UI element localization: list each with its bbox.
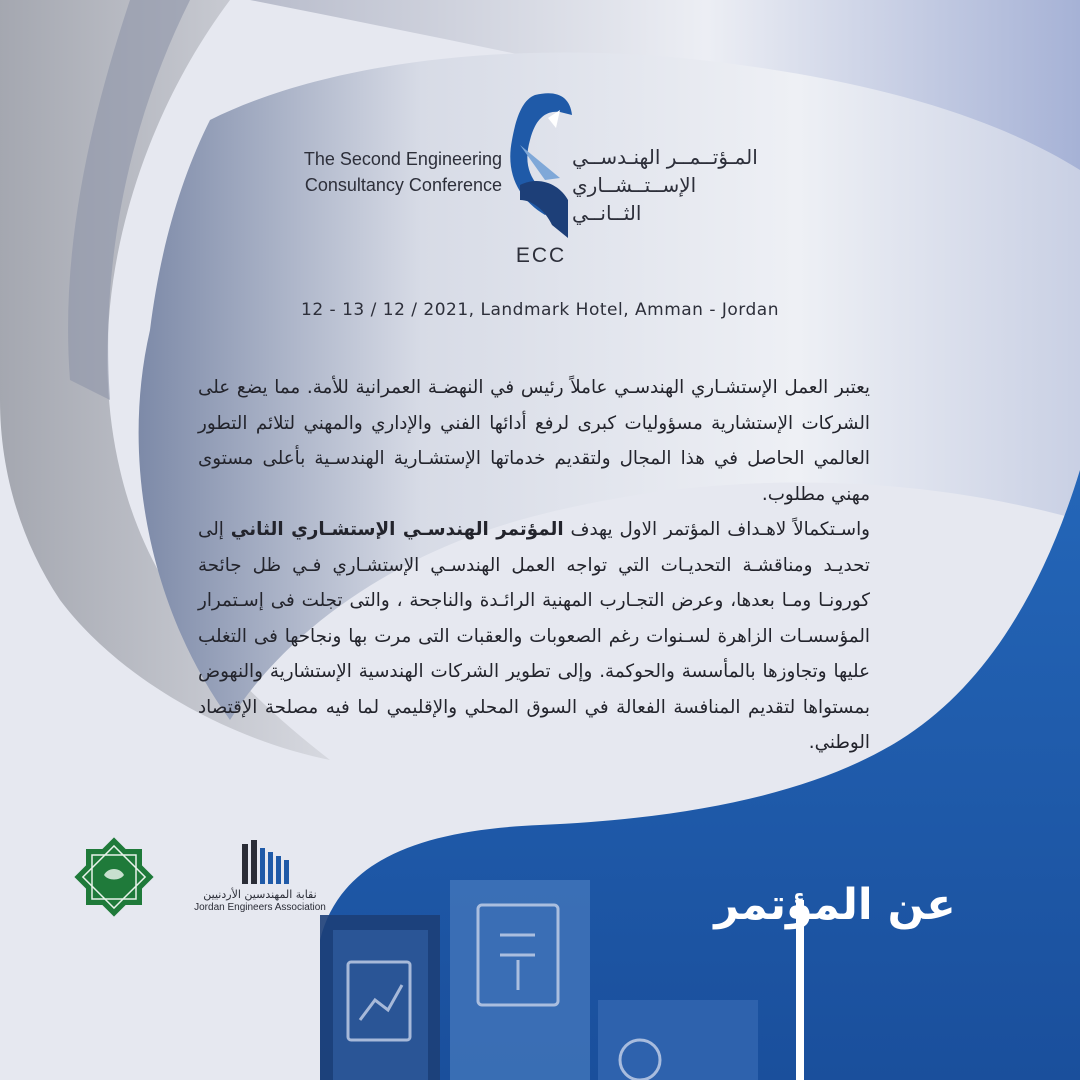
jea-logo-mark xyxy=(238,838,302,888)
about-heading: عن المؤتمر xyxy=(714,880,956,930)
about-paragraph-1: يعتبر العمل الإستشـاري الهندسـي عاملاً رئيس في النهضـة العمرانية للأمة. مما يضع على الشركات الإستشارية مسؤوليات كبرى لرفع أدائها الفني والإداري والمهني لتلائم التطور العالمي الحاصل في هذا المجال ولتقديم خدماتها الإستشـارية الهندسـية بأعلى مستوى مهني مطلوب. xyxy=(198,377,870,505)
paragraph-2-rest: إلى تحديـد ومناقشـة التحديـات التي تواجه العمل الهندسـي الإستشـاري فـي ظل جائحة كورونـا ومـا بعدها، وعرض التجـارب المهنية الرائـدة والناجحة ، والتى تجلت فى إسـتمرار المؤسسـات الزاهرة لسـنوات رغم الصعوبات والعقبات التى مرت بها ونجاحها فى التغلب عليها وتجاوزها بالمأسسة والحوكمة. وإلى تطوير الشركات الهندسية الإستشارية والنهوض بمستواها لتقديم المنافسة الفعالة في السوق المحلي والإقليمي لما فيه مصلحة الإقتصاد الوطني. xyxy=(198,519,870,753)
jea-name xyxy=(190,888,330,913)
title-ar-line1: المـؤتــمــر الهنـدســي xyxy=(572,145,758,169)
paragraph-2-intro: واسـتكمالاً لاهـداف المؤتمر الاول يهدف xyxy=(563,519,870,540)
about-paragraph-2 xyxy=(198,512,870,761)
title-ar-line2: الإســتــشــاري الثــانــي xyxy=(572,173,697,225)
about-body xyxy=(198,370,870,761)
jea-name-en: Jordan Engineers Association xyxy=(194,902,326,913)
green-emblem-logo xyxy=(72,835,156,919)
conference-title-en xyxy=(240,146,502,198)
title-en-line2: Consultancy Conference xyxy=(304,175,502,195)
jea-name-ar: نقابة المهندسين الأردنيين xyxy=(203,888,317,901)
title-en-line1: The Second Engineering xyxy=(303,149,502,169)
event-date-location: 12 - 13 / 12 / 2021, Landmark Hotel, Amman - Jordan xyxy=(301,300,779,320)
conference-title-ar xyxy=(572,143,768,227)
conference-name-bold: المؤتمر الهندسـي الإستشـاري الثاني xyxy=(230,519,564,540)
ecc-logo-text: ECC xyxy=(515,244,567,267)
